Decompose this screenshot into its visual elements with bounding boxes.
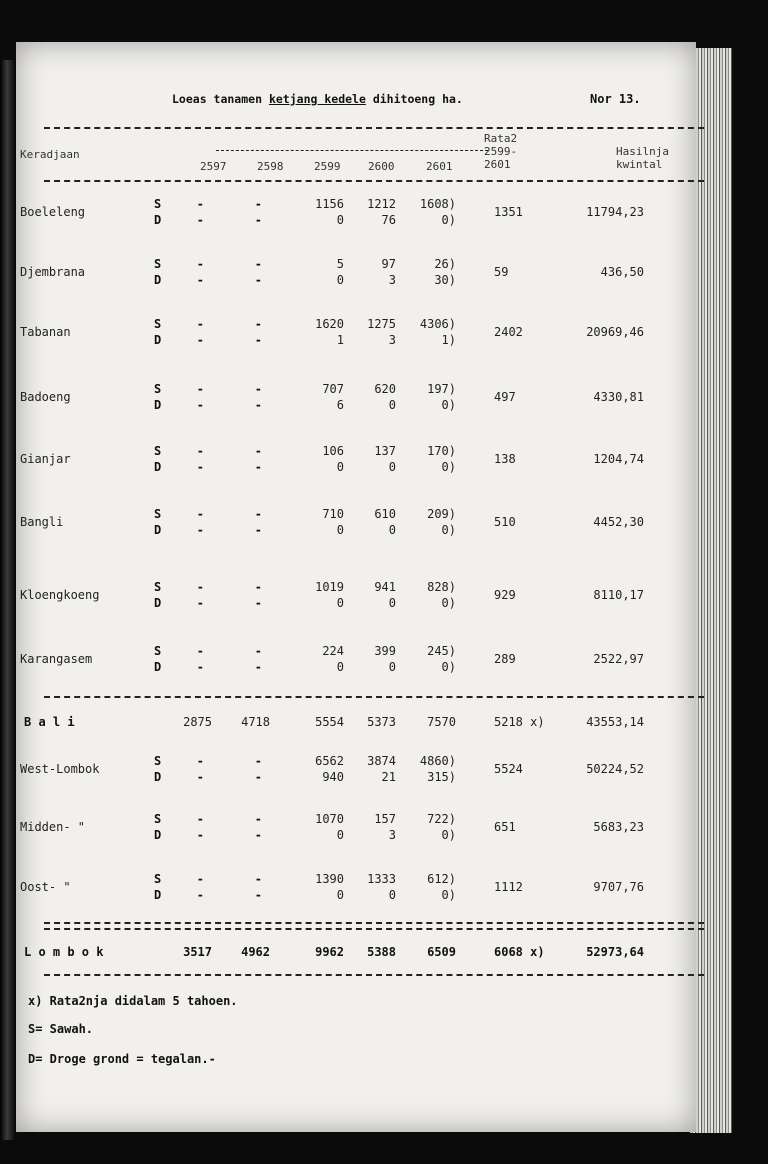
- sawah-marker: S: [154, 754, 162, 768]
- cell-yield: 50224,52: [586, 762, 644, 776]
- droge-marker: D: [154, 523, 162, 537]
- cell-yield: 11794,23: [586, 205, 644, 219]
- cell-droge: -: [196, 828, 204, 842]
- col-header-year: 2597: [200, 160, 227, 173]
- bali-rule: [44, 696, 704, 698]
- cell-sawah: 1608): [419, 197, 456, 211]
- cell-sawah: -: [254, 382, 262, 396]
- cell-droge: -: [196, 596, 204, 610]
- cell-average: 510: [494, 515, 516, 529]
- sawah-marker: S: [154, 444, 162, 458]
- cell-droge: -: [254, 660, 262, 674]
- cell-droge: -: [196, 523, 204, 537]
- total-value: 5554: [315, 715, 344, 729]
- cell-sawah: 1620: [315, 317, 344, 331]
- sawah-marker: S: [154, 317, 162, 331]
- total-average: 5218 x): [494, 715, 545, 729]
- cell-sawah: 6562: [315, 754, 344, 768]
- cell-sawah: 1070: [315, 812, 344, 826]
- cell-droge: 940: [322, 770, 344, 784]
- cell-sawah: 710: [322, 507, 344, 521]
- cell-droge: 0: [388, 523, 396, 537]
- cell-sawah: 26): [434, 257, 456, 271]
- total-value: 7570: [427, 715, 456, 729]
- cell-average: 5524: [494, 762, 523, 776]
- cell-droge: 0): [441, 460, 456, 474]
- footnote: S= Sawah.: [28, 1022, 94, 1036]
- cell-droge: 0): [441, 596, 456, 610]
- cell-sawah: -: [254, 507, 262, 521]
- cell-sawah: 245): [427, 644, 456, 658]
- lombok-rule-top-2: [44, 928, 704, 930]
- cell-droge: -: [254, 213, 262, 227]
- sawah-marker: S: [154, 644, 162, 658]
- row-label: Tabanan: [20, 325, 71, 339]
- row-label: West-Lombok: [20, 762, 100, 776]
- cell-droge: -: [196, 770, 204, 784]
- lombok-rule-bottom: [44, 974, 704, 976]
- cell-droge: -: [254, 523, 262, 537]
- total-value: 3517: [183, 945, 212, 959]
- cell-droge: -: [254, 333, 262, 347]
- col-header-region: Keradjaan: [20, 148, 80, 161]
- row-label: Kloengkoeng: [20, 588, 100, 602]
- cell-average: 2402: [494, 325, 523, 339]
- cell-sawah: -: [196, 382, 204, 396]
- cell-sawah: 209): [427, 507, 456, 521]
- cell-droge: -: [196, 333, 204, 347]
- cell-droge: 0: [388, 398, 396, 412]
- cell-sawah: -: [254, 317, 262, 331]
- cell-droge: -: [196, 888, 204, 902]
- droge-marker: D: [154, 660, 162, 674]
- cell-yield: 436,50: [600, 265, 644, 279]
- cell-sawah: 224: [322, 644, 344, 658]
- cell-average: 59: [494, 265, 509, 279]
- row-label: Badoeng: [20, 390, 71, 404]
- cell-droge: -: [196, 273, 204, 287]
- page-title: Loeas tanamen ketjang kedele dihitoeng ha.: [172, 92, 463, 106]
- footnote: D= Droge grond = tegalan.-: [28, 1052, 216, 1066]
- cell-sawah: 610: [374, 507, 396, 521]
- cell-sawah: 137: [374, 444, 396, 458]
- total-yield: 52973,64: [586, 945, 644, 959]
- cell-droge: -: [196, 213, 204, 227]
- page-stack-edge: [690, 48, 732, 1133]
- cell-sawah: -: [196, 872, 204, 886]
- cell-sawah: 612): [427, 872, 456, 886]
- cell-average: 1112: [494, 880, 523, 894]
- total-value: 5373: [367, 715, 396, 729]
- row-label: Bangli: [20, 515, 64, 529]
- cell-sawah: 170): [427, 444, 456, 458]
- droge-marker: D: [154, 828, 162, 842]
- cell-droge: 0): [441, 213, 456, 227]
- droge-marker: D: [154, 888, 162, 902]
- cell-sawah: 1212: [367, 197, 396, 211]
- header-bottom-rule: [44, 180, 704, 182]
- cell-average: 929: [494, 588, 516, 602]
- cell-droge: -: [254, 828, 262, 842]
- cell-sawah: -: [254, 257, 262, 271]
- cell-droge: 30): [434, 273, 456, 287]
- cell-sawah: 4306): [419, 317, 456, 331]
- cell-yield: 8110,17: [593, 588, 644, 602]
- cell-sawah: 620: [374, 382, 396, 396]
- cell-droge: -: [254, 770, 262, 784]
- cell-yield: 4452,30: [593, 515, 644, 529]
- total-value: 9962: [315, 945, 344, 959]
- cell-sawah: -: [196, 257, 204, 271]
- lombok-rule-top: [44, 922, 704, 924]
- cell-sawah: 3874: [367, 754, 396, 768]
- col-header-avg: 2601: [484, 158, 511, 171]
- col-header-year: 2599: [314, 160, 341, 173]
- cell-droge: -: [196, 398, 204, 412]
- cell-sawah: 399: [374, 644, 396, 658]
- cell-droge: 0: [388, 596, 396, 610]
- cell-sawah: -: [254, 644, 262, 658]
- cell-droge: 0: [336, 888, 344, 902]
- cell-sawah: 941: [374, 580, 396, 594]
- total-yield: 43553,14: [586, 715, 644, 729]
- sawah-marker: S: [154, 382, 162, 396]
- cell-average: 497: [494, 390, 516, 404]
- cell-average: 1351: [494, 205, 523, 219]
- cell-droge: 0: [336, 273, 344, 287]
- cell-droge: -: [254, 888, 262, 902]
- total-value: 6509: [427, 945, 456, 959]
- cell-sawah: -: [254, 872, 262, 886]
- col-header-year: 2600: [368, 160, 395, 173]
- cell-droge: 0: [336, 828, 344, 842]
- col-header-yield: kwintal: [616, 158, 663, 171]
- cell-droge: 0: [388, 660, 396, 674]
- table-top-rule: [44, 127, 704, 129]
- sawah-marker: S: [154, 257, 162, 271]
- cell-sawah: -: [196, 754, 204, 768]
- cell-average: 138: [494, 452, 516, 466]
- cell-droge: -: [254, 398, 262, 412]
- cell-droge: 0): [441, 888, 456, 902]
- cell-sawah: -: [254, 444, 262, 458]
- row-label: Midden- ": [20, 820, 86, 834]
- cell-sawah: 1019: [315, 580, 344, 594]
- cell-droge: 0: [388, 888, 396, 902]
- col-header-year: 2598: [257, 160, 284, 173]
- droge-marker: D: [154, 333, 162, 347]
- cell-droge: 0: [336, 596, 344, 610]
- cell-yield: 9707,76: [593, 880, 644, 894]
- cell-droge: 1: [336, 333, 344, 347]
- cell-yield: 2522,97: [593, 652, 644, 666]
- cell-droge: -: [254, 460, 262, 474]
- cell-droge: 0: [336, 213, 344, 227]
- total-label: L o m b o k: [24, 945, 104, 959]
- year-span-rule: [216, 150, 488, 151]
- droge-marker: D: [154, 770, 162, 784]
- total-value: 2875: [183, 715, 212, 729]
- cell-sawah: -: [196, 812, 204, 826]
- cell-droge: -: [254, 273, 262, 287]
- cell-droge: -: [196, 460, 204, 474]
- cell-sawah: 97: [381, 257, 396, 271]
- total-average: 6068 x): [494, 945, 545, 959]
- cell-droge: 0: [336, 523, 344, 537]
- cell-sawah: -: [254, 580, 262, 594]
- cell-droge: 315): [427, 770, 456, 784]
- droge-marker: D: [154, 273, 162, 287]
- cell-sawah: 5: [336, 257, 344, 271]
- total-value: 4962: [241, 945, 270, 959]
- cell-droge: 0): [441, 660, 456, 674]
- col-header-avg: 2599-: [484, 145, 518, 158]
- cell-droge: 0): [441, 523, 456, 537]
- cell-droge: 6: [336, 398, 344, 412]
- total-label: B a l i: [24, 715, 75, 729]
- cell-sawah: -: [254, 754, 262, 768]
- cell-sawah: 4860): [419, 754, 456, 768]
- cell-sawah: 157: [374, 812, 396, 826]
- droge-marker: D: [154, 398, 162, 412]
- col-header-avg: Rata2: [484, 132, 518, 145]
- sawah-marker: S: [154, 872, 162, 886]
- page-number: Nor 13.: [590, 92, 641, 106]
- row-label: Djembrana: [20, 265, 86, 279]
- cell-sawah: 1275: [367, 317, 396, 331]
- sawah-marker: S: [154, 507, 162, 521]
- cell-average: 651: [494, 820, 516, 834]
- cell-yield: 1204,74: [593, 452, 644, 466]
- cell-sawah: -: [196, 507, 204, 521]
- total-value: 5388: [367, 945, 396, 959]
- cell-droge: 3: [388, 828, 396, 842]
- sawah-marker: S: [154, 580, 162, 594]
- cell-sawah: -: [196, 644, 204, 658]
- cell-yield: 5683,23: [593, 820, 644, 834]
- cell-sawah: 106: [322, 444, 344, 458]
- sawah-marker: S: [154, 812, 162, 826]
- cell-average: 289: [494, 652, 516, 666]
- cell-sawah: -: [196, 197, 204, 211]
- cell-droge: 3: [388, 333, 396, 347]
- cell-sawah: -: [196, 317, 204, 331]
- col-header-year: 2601: [426, 160, 453, 173]
- cell-sawah: -: [196, 580, 204, 594]
- document-page: [16, 42, 696, 1132]
- cell-sawah: -: [196, 444, 204, 458]
- row-label: Oost- ": [20, 880, 71, 894]
- cell-droge: 0: [336, 660, 344, 674]
- cell-sawah: 828): [427, 580, 456, 594]
- row-label: Boeleleng: [20, 205, 86, 219]
- cell-sawah: 197): [427, 382, 456, 396]
- cell-sawah: 1333: [367, 872, 396, 886]
- droge-marker: D: [154, 460, 162, 474]
- cell-sawah: -: [254, 197, 262, 211]
- cell-droge: -: [196, 660, 204, 674]
- row-label: Gianjar: [20, 452, 71, 466]
- cell-droge: 0: [388, 460, 396, 474]
- row-label: Karangasem: [20, 652, 93, 666]
- cell-sawah: -: [254, 812, 262, 826]
- cell-sawah: 722): [427, 812, 456, 826]
- cell-droge: 0): [441, 828, 456, 842]
- cell-sawah: 1156: [315, 197, 344, 211]
- cell-sawah: 1390: [315, 872, 344, 886]
- footnote: x) Rata2nja didalam 5 tahoen.: [28, 994, 238, 1008]
- total-value: 4718: [241, 715, 270, 729]
- scan-left-edge: [0, 60, 14, 1140]
- cell-droge: 0): [441, 398, 456, 412]
- cell-droge: -: [254, 596, 262, 610]
- cell-droge: 21: [381, 770, 396, 784]
- cell-droge: 3: [388, 273, 396, 287]
- droge-marker: D: [154, 213, 162, 227]
- droge-marker: D: [154, 596, 162, 610]
- cell-droge: 76: [381, 213, 396, 227]
- cell-yield: 20969,46: [586, 325, 644, 339]
- col-header-yield: Hasilnja: [616, 145, 669, 158]
- cell-sawah: 707: [322, 382, 344, 396]
- cell-yield: 4330,81: [593, 390, 644, 404]
- cell-droge: 1): [441, 333, 456, 347]
- sawah-marker: S: [154, 197, 162, 211]
- cell-droge: 0: [336, 460, 344, 474]
